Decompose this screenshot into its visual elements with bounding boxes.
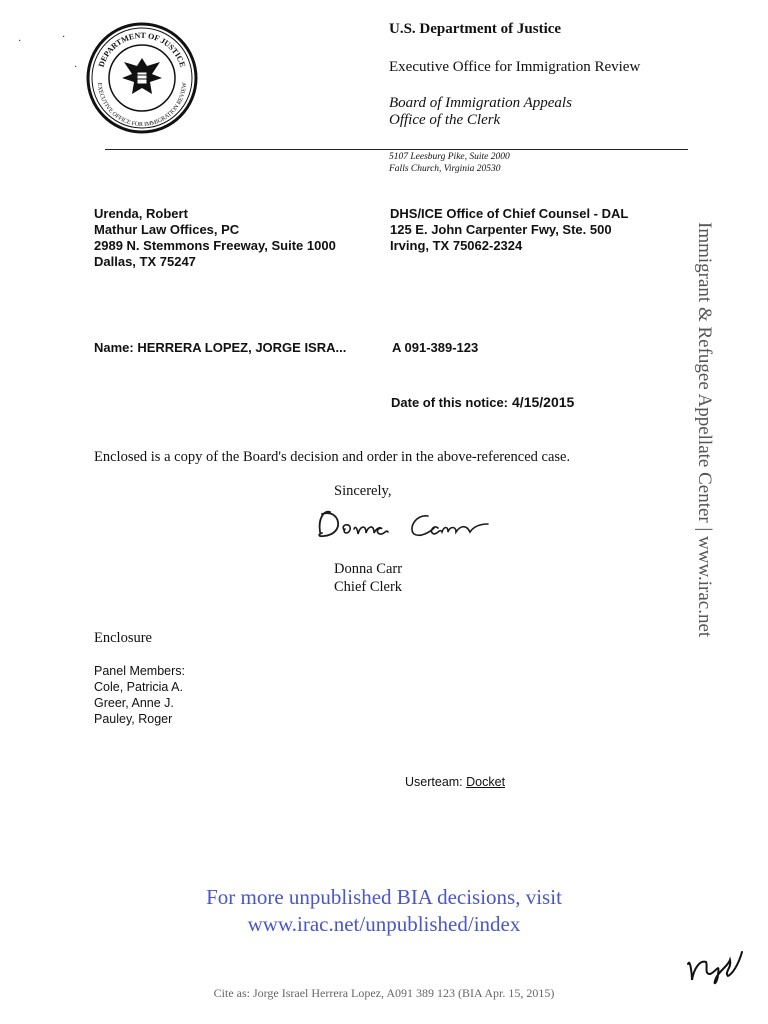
signer-block <box>334 560 402 596</box>
department-title: U.S. Department of Justice <box>389 21 562 37</box>
scan-speck: · <box>62 32 66 43</box>
notice-date-label: Date of this notice: <box>391 395 509 410</box>
signature-image <box>310 502 500 546</box>
seal-text-top: DEPARTMENT OF JUSTICE <box>96 30 188 69</box>
signer-title: Chief Clerk <box>334 579 403 595</box>
promo-link[interactable]: www.irac.net/unpublished/index <box>247 912 521 936</box>
watermark-text: Immigrant & Refugee Appellate Center | www.irac.net <box>694 222 715 638</box>
address-line-2: Falls Church, Virginia 20530 <box>389 164 501 174</box>
address-line: Dallas, TX 75247 <box>94 254 196 269</box>
doj-seal-icon <box>86 22 198 134</box>
board-line-2: Office of the Clerk <box>389 112 501 128</box>
office-title: Executive Office for Immigration Review <box>389 59 641 75</box>
address-line: DHS/ICE Office of Chief Counsel - DAL <box>390 206 629 221</box>
letter-body: Enclosed is a copy of the Board's decision and order in the above-referenced case. <box>94 449 571 465</box>
panel-member: Pauley, Roger <box>94 712 173 726</box>
address-line: Urenda, Robert <box>94 206 188 221</box>
board-address <box>389 151 510 175</box>
alien-number: A 091-389-123 <box>392 340 479 355</box>
panel-members <box>94 663 185 727</box>
side-watermark <box>694 222 745 802</box>
panel-member: Greer, Anne J. <box>94 696 174 710</box>
header-divider <box>105 149 688 150</box>
scan-speck: · <box>18 36 22 47</box>
seal-text-bottom: EXECUTIVE OFFICE FOR IMMIGRATION REVIEW <box>95 82 189 129</box>
recipient-counsel-address <box>94 206 336 270</box>
panel-member: Cole, Patricia A. <box>94 680 183 694</box>
citation-footer: Cite as: Jorge Israel Herrera Lopez, A091 389 123 (BIA Apr. 15, 2015) <box>213 986 555 1000</box>
promo-banner <box>0 884 768 938</box>
signer-name: Donna Carr <box>334 561 403 577</box>
address-line: 2989 N. Stemmons Freeway, Suite 1000 <box>94 238 336 253</box>
notice-date-value: 4/15/2015 <box>512 394 575 410</box>
address-line-1: 5107 Leesburg Pike, Suite 2000 <box>389 152 510 162</box>
address-line: Mathur Law Offices, PC <box>94 222 240 237</box>
userteam-value: Docket <box>466 775 506 789</box>
handwritten-initials-icon <box>684 944 746 990</box>
recipient-dhs-address <box>390 206 628 254</box>
enclosure-label: Enclosure <box>94 630 152 646</box>
address-line: 125 E. John Carpenter Fwy, Ste. 500 <box>390 222 612 237</box>
promo-line-1: For more unpublished BIA decisions, visit <box>206 885 562 909</box>
panel-heading: Panel Members: <box>94 664 186 678</box>
scan-speck: · <box>74 62 78 73</box>
address-line: Irving, TX 75062-2324 <box>390 238 523 253</box>
board-title <box>389 95 572 129</box>
userteam-label: Userteam: <box>405 775 463 789</box>
userteam-row <box>405 775 505 789</box>
signature-text: Donna Carr <box>310 502 315 503</box>
board-line-1: Board of Immigration Appeals <box>389 95 572 111</box>
respondent-name: Name: HERRERA LOPEZ, JORGE ISRA... <box>94 340 347 355</box>
notice-date-row <box>391 394 574 410</box>
closing: Sincerely, <box>334 483 392 499</box>
